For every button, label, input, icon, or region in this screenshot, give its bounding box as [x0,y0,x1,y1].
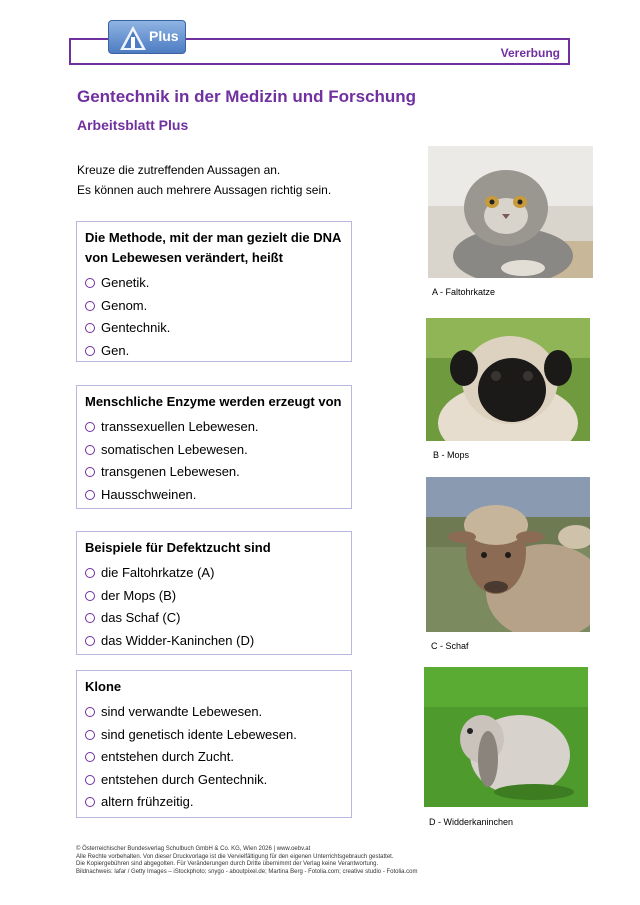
option-label: entstehen durch Zucht. [101,749,234,764]
question-title: Beispiele für Defektzucht sind [85,540,271,555]
triangle-logo-icon [119,25,147,51]
logo-text: Plus [149,28,179,44]
section-label: Vererbung [500,46,560,60]
option-label: das Widder-Kaninchen (D) [101,632,255,648]
option-label: der Mops (B) [101,587,177,603]
option-label: entstehen durch Gentechnik. [101,771,268,787]
option-label: das Schaf (C) [101,610,181,625]
question-box [76,221,352,362]
page-title: Gentechnik in der Medizin und Forschung [77,87,417,106]
checkbox-circle-icon[interactable] [85,613,95,623]
answer-option[interactable] [85,439,343,462]
answer-option[interactable] [85,340,343,363]
question-box [76,531,352,655]
option-label: Gen. [101,342,130,358]
checkbox-circle-icon[interactable] [85,422,95,432]
checkbox-circle-icon[interactable] [85,568,95,578]
checkbox-circle-icon[interactable] [85,730,95,740]
checkbox-circle-icon[interactable] [85,346,95,356]
checkbox-circle-icon[interactable] [85,752,95,762]
footer-line: © Österreichischer Bundesverlag Schulbuch GmbH & Co. KG, Wien 2026 | www.oebv.at [76,846,311,852]
question-title: Klone [85,679,122,694]
answer-option[interactable] [85,585,343,608]
option-label: transsexuellen Lebewesen. [101,419,259,434]
option-label: somatischen Lebewesen. [101,441,248,457]
image-caption: D - Widderkaninchen [429,817,514,827]
option-label: Genom. [101,297,148,313]
footer-line: Die Kopiergebühren sind abgegolten. Für Veränderungen durch Dritte übernimmt der Verlag keine Verantwortung. [76,861,379,867]
checkbox-circle-icon[interactable] [85,707,95,717]
image-caption: A - Faltohrkatze [432,287,496,297]
checkbox-circle-icon[interactable] [85,445,95,455]
question-title: Menschliche Enzyme werden erzeugt von [85,394,342,409]
option-label: die Faltohrkatze (A) [101,565,215,580]
answer-option[interactable] [85,791,343,814]
answer-option[interactable] [85,562,343,585]
checkbox-circle-icon[interactable] [85,278,95,288]
answer-option[interactable] [85,317,343,340]
plus-logo [108,20,186,54]
cat-photo [428,146,593,278]
answer-option[interactable] [85,746,343,769]
option-label: sind genetisch idente Lebewesen. [101,726,297,742]
answer-option[interactable] [85,607,343,630]
checkbox-circle-icon[interactable] [85,323,95,333]
checkbox-circle-icon[interactable] [85,301,95,311]
pug-photo [426,318,590,441]
checkbox-circle-icon[interactable] [85,797,95,807]
option-label: sind verwandte Lebewesen. [101,704,263,719]
question-box [76,385,352,509]
option-label: altern frühzeitig. [101,794,194,809]
answer-option[interactable] [85,769,343,792]
answer-option[interactable] [85,724,343,747]
option-label: transgenen Lebewesen. [101,464,240,479]
footer-line: Alle Rechte vorbehalten. Von dieser Druckvorlage ist die Vervielfältigung für den eigenen Unterrichtsgebrauch gestattet. [76,853,394,860]
page-subtitle: Arbeitsblatt Plus [77,117,189,133]
footer-line: Bildnachweis: lafar / Getty Images – iStockphoto; snygo - aboutpixel.de; Martina Berg - Fotolia.com; creative studio - Fotolia.com [76,868,418,875]
image-caption: C - Schaf [431,641,469,651]
answer-option[interactable] [85,416,343,439]
sheep-photo [426,477,590,632]
instruction-line: Kreuze die zutreffenden Aussagen an. [77,163,281,177]
question-title: Die Methode, mit der man gezielt die DNA von Lebewesen verändert, heißt [85,230,341,265]
footer [76,846,418,876]
checkbox-circle-icon[interactable] [85,591,95,601]
option-label: Gentechnik. [101,320,171,335]
checkbox-circle-icon[interactable] [85,636,95,646]
image-caption: B - Mops [433,450,470,460]
answer-option[interactable] [85,701,343,724]
answer-option[interactable] [85,461,343,484]
checkbox-circle-icon[interactable] [85,490,95,500]
answer-option[interactable] [85,630,343,653]
answer-option[interactable] [85,484,343,507]
instruction-line: Es können auch mehrere Aussagen richtig sein. [77,183,332,197]
option-label: Hausschweinen. [101,486,197,502]
question-box [76,670,352,818]
checkbox-circle-icon[interactable] [85,775,95,785]
option-label: Genetik. [101,275,150,290]
answer-option[interactable] [85,272,343,295]
rabbit-photo [424,667,588,807]
checkbox-circle-icon[interactable] [85,467,95,477]
answer-option[interactable] [85,295,343,318]
